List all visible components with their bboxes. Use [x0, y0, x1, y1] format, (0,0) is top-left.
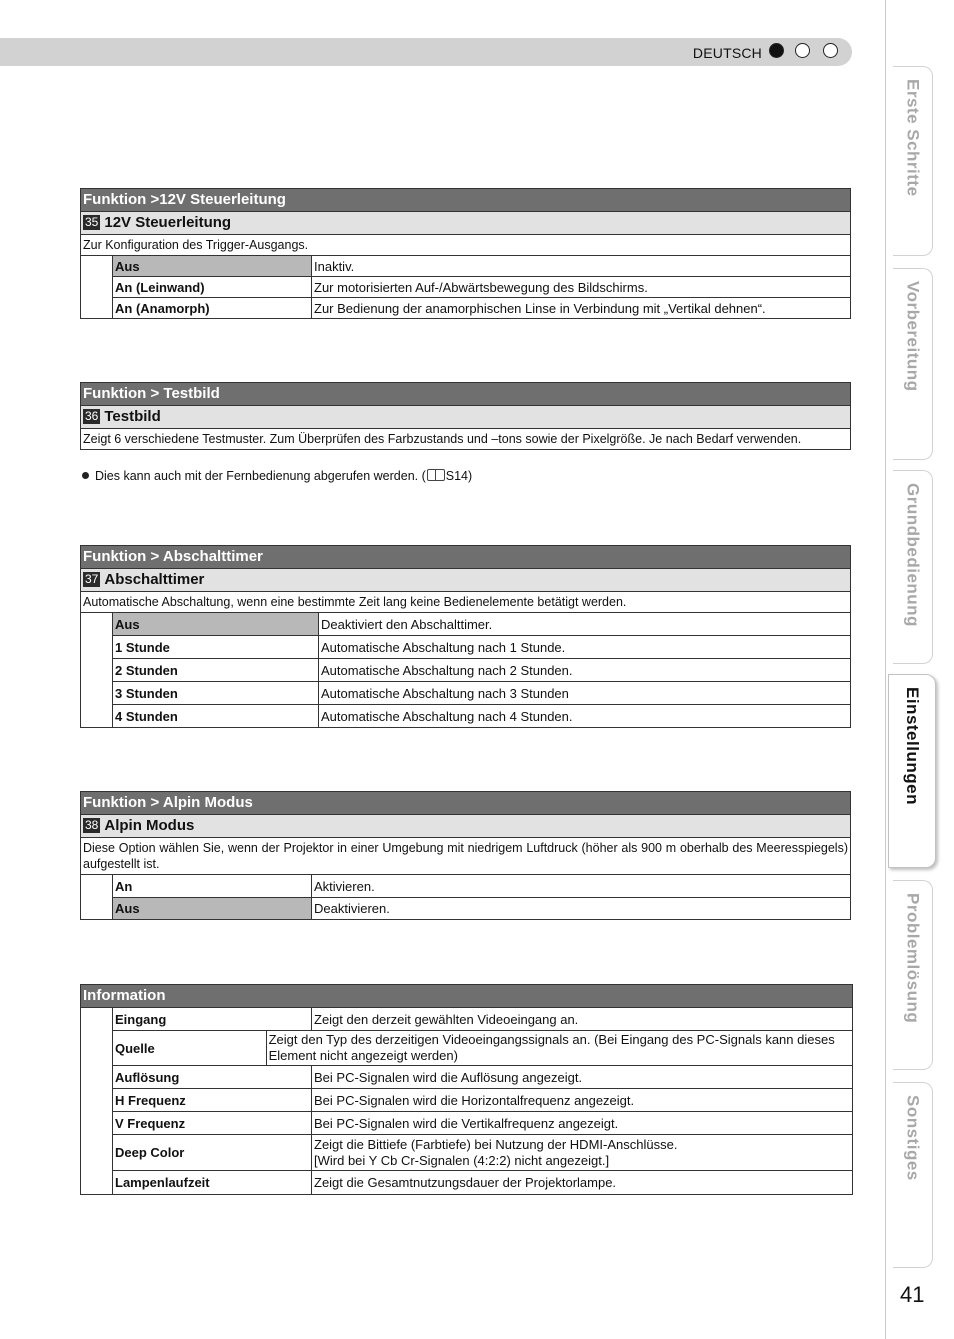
table-row [113, 1089, 852, 1112]
tab-label: Grundbedienung [903, 483, 923, 627]
info-value: Zeigt den derzeit gewählten Videoeingang an. [314, 1011, 579, 1027]
page-number: 41 [900, 1282, 925, 1307]
option-value: Aktivieren. [314, 878, 375, 894]
table-row [113, 277, 850, 298]
table-12v-steuerleitung [80, 188, 851, 319]
table-title: Funktion > Abschalttimer [81, 546, 850, 569]
table-row [113, 705, 850, 727]
tab-label: Problemlösung [903, 893, 923, 1024]
subtitle-text: Abschalttimer [104, 571, 205, 588]
bullet-icon [82, 472, 89, 479]
table-abschalttimer [80, 545, 851, 728]
tab-vorbereitung[interactable] [893, 268, 933, 460]
tab-sonstiges[interactable] [893, 1082, 933, 1268]
info-value: Bei PC-Signalen wird die Vertikalfrequenz angezeigt. [314, 1115, 619, 1131]
table-row [113, 1031, 852, 1066]
table-description: Automatische Abschaltung, wenn eine bestimmte Zeit lang keine Bedienelemente betätigt werden. [81, 592, 850, 613]
info-key: Eingang [113, 1008, 312, 1030]
option-value: Automatische Abschaltung nach 1 Stunde. [321, 639, 566, 655]
option-key: An (Anamorph) [113, 298, 312, 318]
table-row [113, 298, 850, 318]
table-row [113, 898, 850, 919]
option-value: Automatische Abschaltung nach 4 Stunden. [321, 708, 573, 724]
option-key: Aus [113, 256, 312, 276]
tab-label: Sonstiges [903, 1095, 923, 1181]
table-title: Information [81, 985, 852, 1008]
filled-circle-icon [769, 43, 784, 58]
option-key: 3 Stunden [113, 682, 319, 704]
table-subtitle [81, 212, 850, 235]
info-key: Auflösung [113, 1066, 312, 1088]
language-label: DEUTSCH [692, 45, 762, 61]
table-description: Zeigt 6 verschiedene Testmuster. Zum Überprüfen des Farbzustands und –tons sowie der Pixelgröße. Je nach Bedarf verwenden. [83, 432, 802, 446]
item-number-badge: 37 [85, 572, 99, 586]
table-description: Zur Konfiguration des Trigger-Ausgangs. [81, 235, 850, 256]
info-value: Zeigt die Bittiefe (Farbtiefe) bei Nutzung der HDMI-Anschlüsse. [Wird bei Y Cb Cr-Signalen (4:2:2) nicht angezeigt.] [314, 1136, 678, 1168]
info-key: Lampenlaufzeit [113, 1171, 312, 1194]
tab-einstellungen[interactable] [888, 674, 936, 868]
remote-note [82, 469, 472, 483]
info-value: Bei PC-Signalen wird die Horizontalfrequenz angezeigt. [314, 1092, 635, 1108]
table-row [113, 875, 850, 898]
item-number-badge: 38 [85, 818, 99, 832]
item-number-badge: 35 [85, 215, 99, 229]
item-number-badge: 36 [85, 409, 99, 423]
info-value: Zeigt die Gesamtnutzungsdauer der Projektorlampe. [314, 1175, 617, 1190]
table-row [113, 682, 850, 705]
option-rows [112, 256, 850, 318]
table-row [113, 256, 850, 277]
table-row [113, 1112, 852, 1135]
option-value: Automatische Abschaltung nach 3 Stunden [321, 685, 569, 701]
table-subtitle [81, 569, 850, 592]
tab-label: Vorbereitung [903, 281, 923, 392]
table-title: Funktion >12V Steuerleitung [81, 189, 850, 212]
option-rows [112, 875, 850, 919]
table-row [113, 659, 850, 682]
note-page-ref: S14) [445, 469, 473, 483]
info-key: Quelle [113, 1031, 267, 1065]
info-key: Deep Color [113, 1135, 312, 1170]
table-row [113, 1135, 852, 1171]
option-key: 4 Stunden [113, 705, 319, 727]
table-title: Funktion > Alpin Modus [81, 792, 850, 815]
empty-circle-icon [823, 43, 838, 58]
option-key: An (Leinwand) [113, 277, 312, 297]
info-key: H Frequenz [113, 1089, 312, 1111]
table-alpin-modus [80, 791, 851, 920]
option-value: Zur motorisierten Auf-/Abwärtsbewegung des Bildschirms. [314, 279, 648, 295]
table-testbild [80, 382, 851, 450]
tab-erste-schritte[interactable] [893, 66, 933, 256]
table-title: Funktion > Testbild [81, 383, 850, 406]
table-row [113, 1066, 852, 1089]
table-row [113, 1171, 852, 1194]
empty-circle-icon [795, 43, 810, 58]
table-row [113, 636, 850, 659]
table-description: Diese Option wählen Sie, wenn der Projektor in einer Umgebung mit niedrigem Luftdruck (höher als 900 m oberhalb des Meeresspiegels) aufgestellt ist. [81, 838, 850, 875]
table-row [113, 1008, 852, 1031]
subtitle-text: Testbild [104, 408, 161, 425]
subtitle-text: 12V Steuerleitung [104, 214, 232, 231]
tab-grundbedienung[interactable] [893, 470, 933, 664]
tab-label: Einstellungen [903, 687, 922, 805]
option-value: Deaktiviert den Abschalttimer. [321, 616, 493, 632]
option-key: An [113, 875, 312, 897]
book-reference-icon [427, 469, 445, 481]
option-rows [112, 613, 850, 727]
option-key: 1 Stunde [113, 636, 319, 658]
note-text: Dies kann auch mit der Fernbedienung abgerufen werden. ( [95, 469, 426, 483]
header-bar [0, 38, 852, 66]
option-value: Deaktivieren. [314, 901, 390, 916]
option-key: Aus [113, 613, 319, 635]
info-key: V Frequenz [113, 1112, 312, 1134]
info-value: Bei PC-Signalen wird die Auflösung angezeigt. [314, 1069, 583, 1085]
option-value: Automatische Abschaltung nach 2 Stunden. [321, 662, 573, 678]
option-key: Aus [113, 898, 312, 919]
subtitle-text: Alpin Modus [104, 817, 195, 834]
tab-problemloesung[interactable] [893, 880, 933, 1070]
info-rows [112, 1008, 852, 1194]
tab-label: Erste Schritte [903, 79, 923, 197]
table-row [113, 613, 850, 636]
table-subtitle [81, 815, 850, 838]
option-value: Inaktiv. [314, 258, 355, 274]
option-key: 2 Stunden [113, 659, 319, 681]
option-value: Zur Bedienung der anamorphischen Linse in Verbindung mit „Vertikal dehnen“. [314, 300, 766, 316]
info-value: Zeigt den Typ des derzeitigen Videoeingangssignals an. (Bei Eingang des PC-Signals kann dieses Element nicht angezeigt werden) [268, 1032, 835, 1063]
table-information [80, 984, 853, 1195]
table-subtitle [81, 406, 850, 429]
